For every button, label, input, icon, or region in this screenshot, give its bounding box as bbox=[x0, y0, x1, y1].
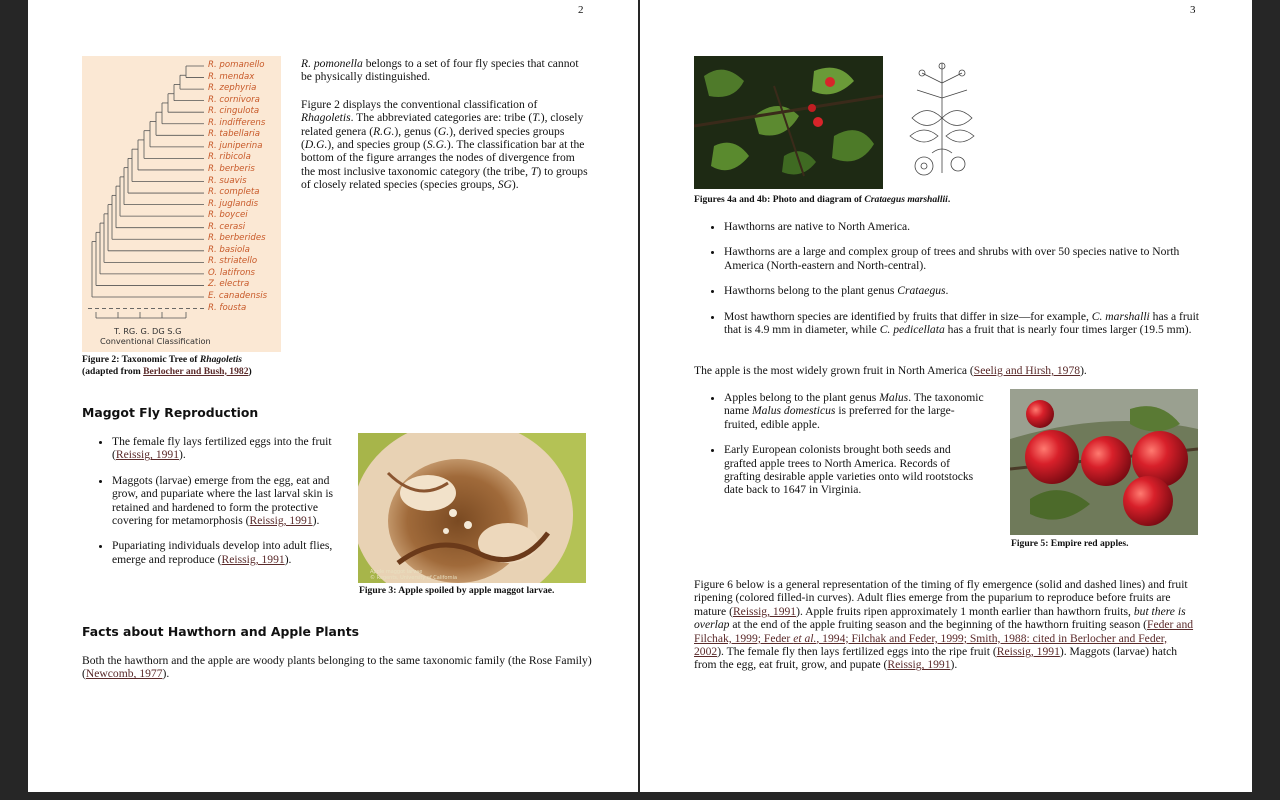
tree-species-label: R. basiola bbox=[208, 244, 250, 255]
tree-species-label: R. ribicola bbox=[208, 152, 251, 163]
bullet-list bbox=[94, 435, 344, 566]
section-heading-maggot: Maggot Fly Reproduction bbox=[82, 405, 259, 420]
italic-text: Crataegus bbox=[897, 284, 946, 298]
text-run: Pupariating individuals develop into adult flies, emerge and reproduce ( bbox=[112, 539, 333, 566]
citation-link[interactable]: , 1994; Filchak and Feder, 1999; Smith, 1988: cited in Berlocher and Feder, 2002 bbox=[694, 631, 1168, 659]
citation-link[interactable]: Newcomb, 1977 bbox=[85, 667, 163, 681]
text-run: at the end of the apple fruiting season and the beginning of the hawthorn fruiting season ( bbox=[729, 618, 1148, 632]
photo-credit: Apple maggot larvae © Regents, University of California bbox=[370, 569, 458, 581]
text-run: Early European colonists brought both seeds and grafted apple trees to North America. Records of grafting desirable apple varieties onto wild rootstocks date back to 1647 in Virginia. bbox=[724, 443, 974, 497]
empire-apples-photo bbox=[1010, 389, 1198, 535]
intro-text bbox=[301, 57, 591, 192]
citation-link[interactable]: Feder and Filchak, 1999; Feder bbox=[694, 618, 1194, 645]
italic-text: C. pedicellata bbox=[879, 323, 945, 337]
page-number: 2 bbox=[578, 4, 584, 16]
list-item bbox=[724, 443, 986, 497]
taxonomic-tree-figure bbox=[82, 56, 281, 352]
text-run: Figure 2 displays the conventional classification of bbox=[301, 97, 538, 111]
list-item bbox=[724, 245, 1206, 272]
citation-link[interactable]: Reissig, 1991 bbox=[996, 645, 1060, 659]
italic-text: R.G. bbox=[373, 124, 395, 138]
citation-link[interactable]: et al. bbox=[793, 631, 817, 645]
text-run: ). bbox=[511, 178, 519, 192]
text-run: . The taxonomic name bbox=[724, 391, 984, 418]
citation-link[interactable]: Reissig, 1991 bbox=[115, 448, 180, 462]
figure-2-caption: Figure 2: Taxonomic Tree of Rhagoletis (adapted from Berlocher and Bush, 1982) bbox=[82, 354, 252, 377]
tree-species-label: R. cornivora bbox=[208, 94, 260, 105]
hawthorn-facts bbox=[706, 220, 1206, 348]
text-run: ), and species group ( bbox=[327, 138, 427, 152]
text-run: ). Maggots (larvae) hatch from the egg, eat fruit, grow, and pupate ( bbox=[694, 645, 1178, 672]
classification-axis: T. RG. G. DG S.G bbox=[114, 326, 182, 336]
section-heading-facts: Facts about Hawthorn and Apple Plants bbox=[82, 624, 360, 639]
hawthorn-diagram bbox=[902, 58, 982, 183]
text-run: ), derived species groups ( bbox=[301, 124, 565, 152]
italic-text: C. marshalli bbox=[1091, 309, 1150, 323]
italic-text: T. bbox=[532, 111, 541, 125]
text-run: ). bbox=[284, 552, 292, 566]
tree-species-label: R. zephyria bbox=[208, 83, 257, 94]
list-item bbox=[724, 220, 1206, 233]
maggot-bullets bbox=[94, 435, 344, 578]
tree-species-label: Z. electra bbox=[208, 279, 250, 290]
text-run: is preferred for the large-fruited, edible apple. bbox=[724, 404, 955, 431]
italic-text: but there is overlap bbox=[694, 604, 1186, 632]
figure-3-caption: Figure 3: Apple spoiled by apple maggot larvae. bbox=[359, 585, 555, 596]
italic-text: G. bbox=[437, 124, 450, 138]
text-run: . bbox=[945, 284, 949, 298]
text-run: ). bbox=[179, 448, 186, 462]
italic-text: S.G. bbox=[426, 138, 447, 152]
tree-species-label: R. fousta bbox=[208, 302, 247, 313]
text-run: Hawthorns belong to the plant genus bbox=[724, 284, 898, 298]
page-3 bbox=[640, 0, 1252, 792]
tree-species-label: R. berberis bbox=[208, 163, 255, 174]
facts-paragraph: Both the hawthorn and the apple are woody plants belonging to the same taxonomic family (the Rose Family) (Newcomb, 1977). bbox=[82, 654, 592, 681]
tree-species-label: R. cerasi bbox=[208, 221, 246, 232]
bullet-list bbox=[706, 391, 986, 497]
text-run: . The abbreviated categories are: tribe ( bbox=[350, 111, 533, 125]
text-run: Most hawthorn species are identified by fruits that differ in size—for example, bbox=[724, 309, 1092, 323]
italic-text: D.G. bbox=[304, 138, 328, 152]
text-run: ). bbox=[950, 658, 958, 672]
text-run: ) to groups of closely related species (species groups, bbox=[301, 164, 588, 192]
citation-link[interactable]: Reissig, 1991 bbox=[221, 552, 285, 566]
text-run: has a fruit that is nearly four times larger (19.5 mm). bbox=[944, 323, 1192, 337]
citation-link[interactable]: Berlocher and Bush, 1982 bbox=[143, 365, 249, 377]
list-item bbox=[112, 474, 344, 528]
tree-species-label: R. indifferens bbox=[208, 117, 266, 128]
intro-paragraph-2 bbox=[301, 98, 591, 192]
hawthorn-photo bbox=[694, 56, 883, 189]
tree-species-label: R. juniperina bbox=[208, 140, 263, 151]
list-item bbox=[724, 310, 1206, 337]
text-run: The female fly lays fertilized eggs into the fruit ( bbox=[112, 435, 332, 462]
tree-species-label: R. pomanello bbox=[208, 60, 265, 70]
text-run: ), genus ( bbox=[394, 124, 438, 138]
text-run: ), closely related genera ( bbox=[301, 111, 584, 138]
list-item bbox=[112, 539, 344, 566]
classification-axis-title: Conventional Classification bbox=[100, 336, 211, 346]
tree-species-label: R. berberides bbox=[208, 233, 266, 244]
bullet-list bbox=[706, 220, 1206, 336]
tree-species-label: R. mendax bbox=[208, 71, 255, 82]
citation-link[interactable]: Reissig, 1991 bbox=[887, 658, 951, 672]
tree-species-label: R. completa bbox=[208, 187, 260, 198]
tree-species-label: R. suavis bbox=[208, 175, 247, 186]
page-number: 3 bbox=[1190, 4, 1196, 16]
text-run: Figure 6 below is a general representation of the timing of fly emergence (solid and dashed lines) and fruit ripening (colored filled-in curves). Adult flies emerge from the puparium to reproduce before fruits are mature ( bbox=[694, 578, 1188, 618]
apple-intro: The apple is the most widely grown fruit in North America (Seelig and Hirsh, 1978). bbox=[694, 364, 1087, 377]
tree-species-label: R. tabellaria bbox=[208, 129, 261, 140]
text-run: Hawthorns are native to North America. bbox=[724, 220, 911, 233]
italic-text: T bbox=[530, 164, 538, 178]
text-run: Maggots (larvae) emerge from the egg, eat and grow, and pupariate where the last larval skin is retained and hardened to form the protective covering for metamorphosis ( bbox=[112, 473, 334, 528]
tree-species-label: R. boycei bbox=[208, 210, 248, 221]
figure-4-caption: Figures 4a and 4b: Photo and diagram of Crataegus marshallii. bbox=[694, 194, 951, 205]
tree-species-label: E. canadensis bbox=[208, 291, 268, 301]
text-run: has a fruit that is 4.9 mm in diameter, while bbox=[724, 309, 1200, 337]
text-run: ). bbox=[312, 514, 320, 528]
italic-text: SG bbox=[497, 178, 512, 192]
tree-species-label: R. cingulota bbox=[208, 106, 260, 117]
list-item bbox=[724, 391, 986, 431]
italic-text: Malus bbox=[879, 391, 909, 404]
text-run: Apples belong to the plant genus bbox=[724, 391, 880, 404]
citation-link[interactable]: Reissig, 1991 bbox=[732, 604, 797, 618]
italic-text: Malus domesticus bbox=[752, 404, 836, 418]
page-2 bbox=[28, 0, 638, 792]
figure-5-caption: Figure 5: Empire red apples. bbox=[1011, 538, 1129, 549]
intro-paragraph-1: R. pomonella belongs to a set of four fly species that cannot be physically distinguished. bbox=[301, 57, 579, 84]
list-item bbox=[724, 284, 1206, 297]
list-item bbox=[112, 435, 344, 462]
italic-text: Rhagoletis bbox=[301, 111, 351, 125]
apple-larvae-photo bbox=[358, 433, 586, 583]
text-run: ). The classification bar at the bottom of the figure arranges the nodes of divergence from the most inclusive taxonomic category (the tribe, bbox=[301, 138, 585, 178]
text-run: ). Apple fruits ripen approximately 1 month earlier than hawthorn fruits, bbox=[796, 604, 1134, 618]
tree-species-label: R. striatello bbox=[208, 256, 258, 267]
figure-6-paragraph bbox=[694, 578, 1199, 672]
citation-link[interactable]: Seelig and Hirsh, 1978 bbox=[973, 364, 1081, 377]
tree-species-label: O. latifrons bbox=[208, 267, 256, 278]
text-run: Hawthorns are a large and complex group of trees and shrubs with over 50 species native to North America (North-eastern and North-central). bbox=[724, 245, 1180, 272]
apple-facts bbox=[706, 391, 986, 509]
citation-link[interactable]: Reissig, 1991 bbox=[249, 514, 313, 528]
text-run: ). The female fly then lays fertilized eggs into the ripe fruit ( bbox=[717, 645, 997, 659]
tree-species-label: R. juglandis bbox=[208, 198, 259, 209]
